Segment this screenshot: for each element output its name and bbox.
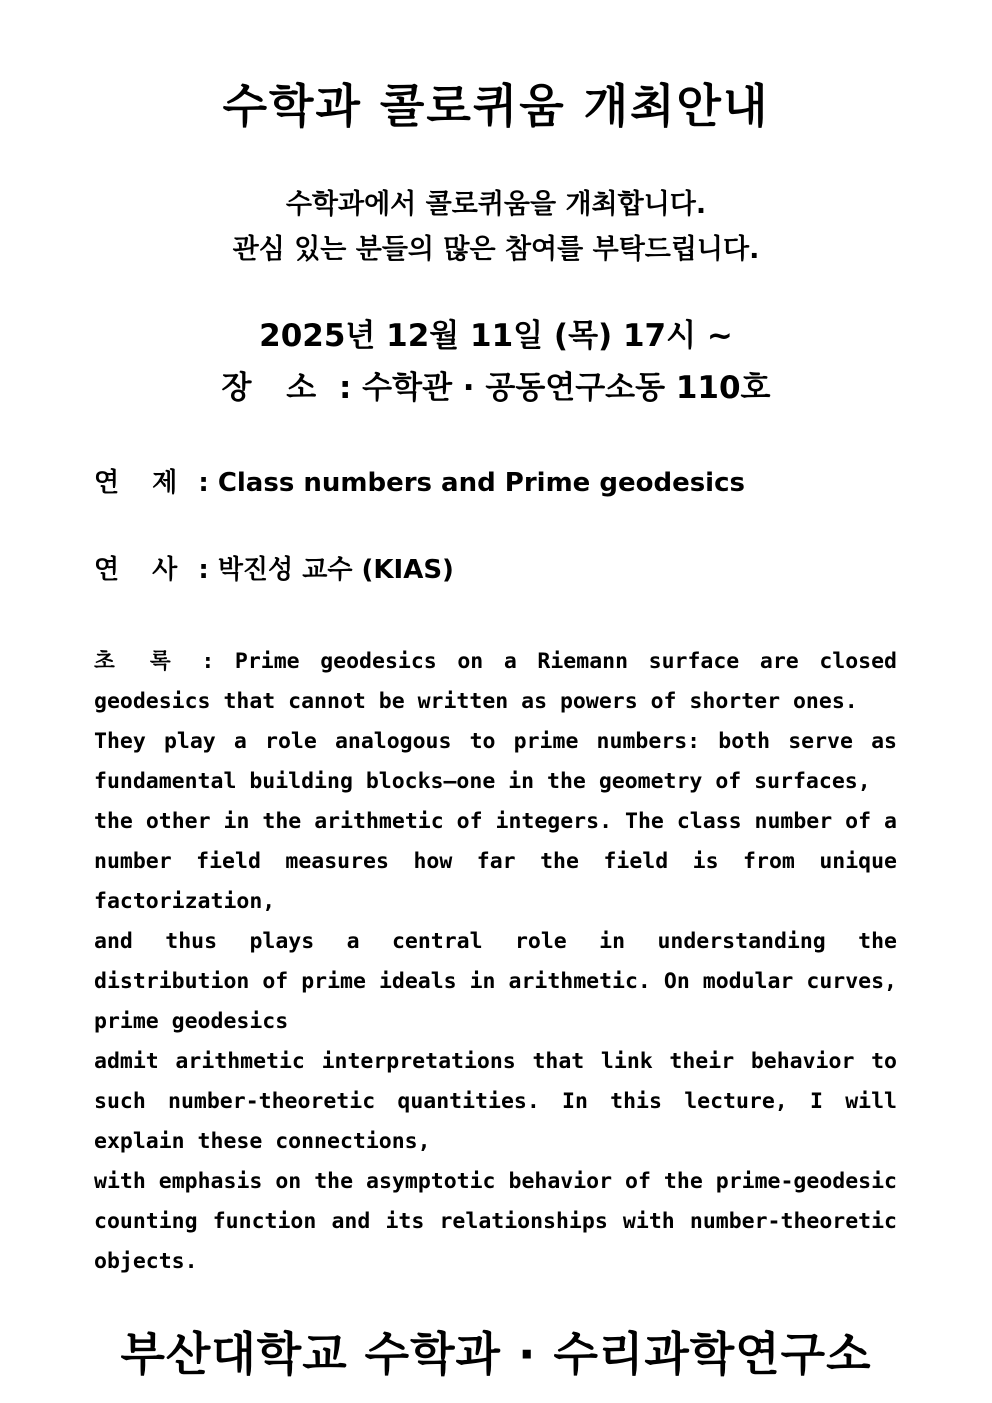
- venue-value: 수학관 · 공동연구소동 110호: [362, 370, 771, 406]
- speaker-separator: :: [189, 555, 218, 585]
- abstract-label: 초 록: [94, 649, 181, 674]
- lecture-topic: [94, 462, 897, 499]
- lecture-speaker: [94, 549, 897, 586]
- topic-value: Class numbers and Prime geodesics: [217, 468, 745, 498]
- abstract-paragraph: and thus plays a central role in understanding the distribution of prime ideals in arithmetic. On modular curves, prime geodesics: [94, 929, 897, 1034]
- intro-line-1: 수학과에서 콜로퀴움을 개최합니다.: [285, 189, 707, 220]
- abstract: [94, 642, 897, 1282]
- event-venue: [0, 362, 992, 407]
- speaker-label: 연 사: [94, 555, 190, 585]
- abstract-paragraph: admit arithmetic interpretations that link their behavior to such number-theoretic quantities. In this lecture, I will explain these connections,: [94, 1049, 897, 1154]
- abstract-separator: :: [180, 649, 235, 674]
- intro-line-2: 관심 있는 분들의 많은 참여를 부탁드립니다.: [232, 234, 760, 265]
- venue-separator: :: [328, 370, 363, 406]
- topic-separator: :: [189, 468, 218, 498]
- topic-label: 연 제: [94, 468, 190, 498]
- abstract-paragraph: They play a role analogous to prime numbers: both serve as fundamental building blocks—one in the geometry of surfaces,: [94, 729, 897, 794]
- abstract-paragraph: with emphasis on the asymptotic behavior of the prime-geodesic counting function and its relationships with number-theoretic objects.: [94, 1169, 897, 1274]
- intro-text: [0, 182, 992, 272]
- abstract-paragraph: the other in the arithmetic of integers. The class number of a number field measures how far the field is from unique factorization,: [94, 809, 897, 914]
- event-datetime: 2025년 12월 11일 (목) 17시 ~: [259, 318, 733, 354]
- page-title: 수학과 콜로퀴움 개최안내: [222, 79, 770, 133]
- speaker-value: 박진성 교수 (KIAS): [217, 555, 454, 585]
- organizer-footer: 부산대학교 수학과 · 수리과학연구소: [120, 1327, 872, 1381]
- abstract-paragraph: 초 록 : Prime geodesics on a Riemann surface are closed geodesics that cannot be written as powers of shorter ones.: [94, 649, 897, 714]
- venue-label: 장 소: [221, 370, 329, 406]
